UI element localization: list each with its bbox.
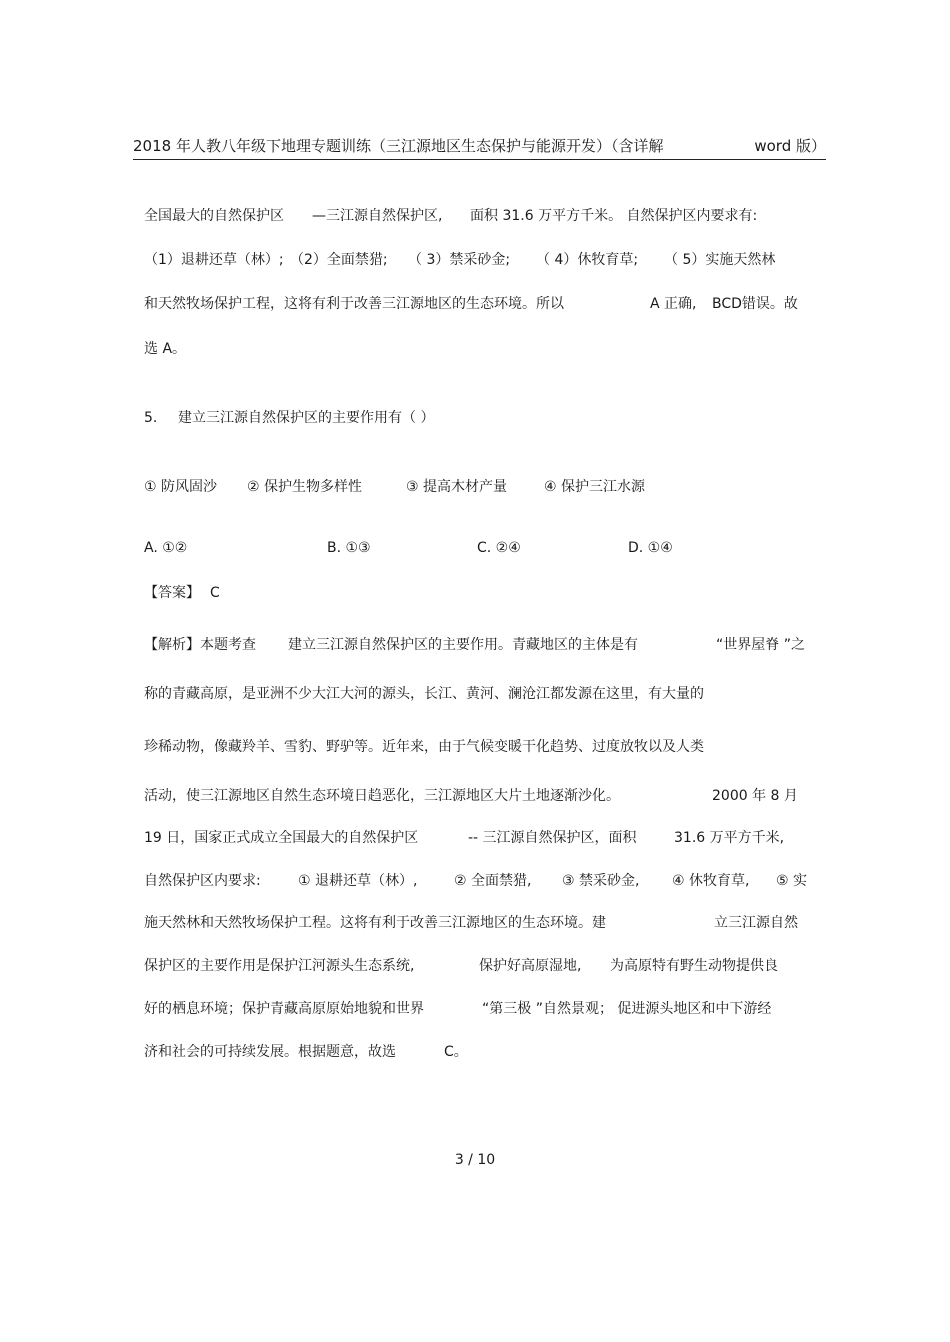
text-segment: ③ 禁采砂金, — [562, 873, 640, 889]
text-segment: 31.6 万平方千米, — [674, 830, 785, 846]
question-item: ③ 提高木材产量 — [406, 479, 508, 495]
text-segment: 面积 31.6 万平方千米。 自然保护区内要求有: — [470, 208, 758, 224]
option-b: B. ①③ — [327, 540, 371, 556]
answer-label: 【答案】 — [144, 585, 200, 601]
text-segment: 济和社会的可持续发展。根据题意，故选 — [144, 1044, 396, 1060]
question-item: ① 防风固沙 — [144, 479, 218, 495]
text-segment: 全国最大的自然保护区 — [144, 208, 284, 224]
text-segment: 施天然林和天然牧场保护工程。这将有利于改善三江源地区的生态环境。建 — [144, 915, 606, 931]
text-segment: C。 — [444, 1044, 468, 1060]
text-segment: -- 三江源自然保护区，面积 — [468, 830, 637, 846]
option-a: A. ①② — [144, 540, 188, 556]
text-segment: —三江源自然保护区, — [312, 208, 443, 224]
text-segment: ④ 休牧育草, — [672, 873, 750, 889]
text-segment: 为高原特有野生动物提供良 — [610, 958, 778, 974]
text-segment: 保护区的主要作用是保护江河源头生态系统, — [144, 958, 415, 974]
answer-value: C — [210, 585, 220, 601]
question-number: 5. — [144, 410, 158, 426]
page-header — [133, 133, 826, 160]
text-segment: （ 4）休牧育草; — [536, 252, 639, 268]
text-segment: 建立三江源自然保护区的主要作用。青藏地区的主体是有 — [288, 637, 638, 653]
text-segment: ⑤ 实 — [776, 873, 808, 889]
text-segment: 称的青藏高原，是亚洲不少大江大河的源头，长江、黄河、澜沧江都发源在这里，有大量的 — [144, 686, 704, 702]
text-segment: 珍稀动物，像藏羚羊、雪豹、野驴等。近年来，由于气候变暖干化趋势、过度放牧以及人类 — [144, 739, 704, 755]
text-segment: BCD错误。故 — [712, 296, 798, 312]
text-segment: 和天然牧场保护工程，这将有利于改善三江源地区的生态环境。所以 — [144, 296, 564, 312]
text-segment: ② 全面禁猎, — [454, 873, 532, 889]
header-title: 2018 年人教八年级下地理专题训练（三江源地区生态保护与能源开发）（含详解 — [133, 137, 664, 155]
text-segment: 19 日，国家正式成立全国最大的自然保护区 — [144, 830, 419, 846]
text-segment: 保护好高原湿地, — [479, 958, 582, 974]
question-item: ② 保护生物多样性 — [247, 479, 363, 495]
text-segment: 好的栖息环境；保护青藏高原原始地貌和世界 — [144, 1001, 424, 1017]
text-segment: “第三极 ”自然景观； 促进源头地区和中下游经 — [482, 1001, 772, 1017]
option-d: D. ①④ — [628, 540, 673, 556]
question-item: ④ 保护三江水源 — [544, 479, 646, 495]
analysis-label: 【解析】本题考查 — [144, 637, 256, 653]
text-segment: （ 5）实施天然林 — [664, 252, 776, 268]
text-segment: 立三江源自然 — [714, 915, 798, 931]
text-segment: 2000 年 8 月 — [712, 788, 798, 804]
text-segment: 自然保护区内要求: — [144, 873, 261, 889]
text-segment: 选 A。 — [144, 341, 187, 357]
text-segment: 活动，使三江源地区自然生态环境日趋恶化，三江源地区大片土地逐渐沙化。 — [144, 788, 620, 804]
header-title-suffix: word 版） — [754, 137, 826, 155]
text-segment: （2）全面禁猎; — [290, 252, 388, 268]
question-text: 建立三江源自然保护区的主要作用有（ ） — [178, 410, 435, 426]
text-segment: ① 退耕还草（林）, — [298, 873, 418, 889]
text-segment: A 正确, — [650, 296, 697, 312]
page-number: 3 / 10 — [454, 1152, 496, 1168]
text-segment: “世界屋脊 ”之 — [716, 637, 805, 653]
text-segment: （1）退耕还草（林）; — [144, 252, 284, 268]
text-segment: （ 3）禁采砂金; — [408, 252, 511, 268]
option-c: C. ②④ — [477, 540, 521, 556]
